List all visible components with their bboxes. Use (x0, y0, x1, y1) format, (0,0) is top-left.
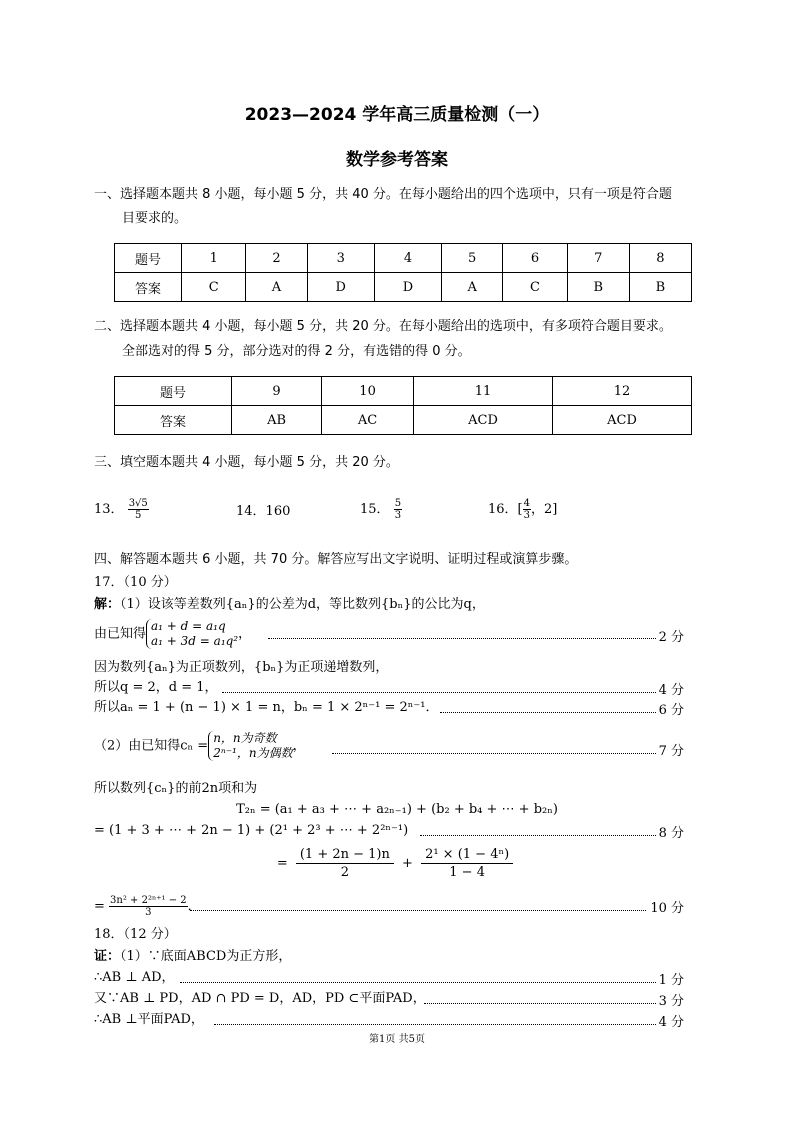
denominator: 5 (135, 510, 142, 521)
table-cell: ACD (552, 406, 691, 435)
problem17-sum-formula: = $\frac{(1 + 2n - 1)n}{2}$ + $\frac{\text{2¹ × (1 − 4ⁿ)}}{1 - 4}$ (0, 846, 794, 881)
numerator: 3n² + 2²ⁿ⁺¹ − 2 (110, 895, 187, 906)
row-label-answer: 答案 (115, 273, 182, 302)
numerator: 4 (523, 498, 530, 509)
score-points: 3 分 (656, 990, 684, 1009)
table-cell: 8 (629, 244, 691, 273)
problem18-heading: 18．（12 分） (94, 927, 177, 942)
table-cell: 10 (322, 377, 414, 406)
denominator: 3 (523, 510, 530, 521)
score-points: 4 分 (656, 1011, 684, 1030)
equation-system (146, 619, 238, 649)
numerator: (1 + 2n − 1)n (296, 846, 394, 864)
proof-label: 证： (94, 949, 121, 964)
step-text: （2）由已知得cₙ = (94, 738, 209, 754)
table-cell: 7 (567, 244, 629, 273)
page-title: 2023—2024 学年高三质量检测（一） (244, 105, 550, 125)
fraction (523, 498, 531, 521)
problem17-step1 (94, 596, 485, 614)
score-points: 6 分 (656, 699, 684, 718)
table-cell: 3 (307, 244, 374, 273)
table-cell: 1 (182, 244, 246, 273)
section1-instructions-line2: 目要求的。 (122, 211, 188, 226)
table-cell: A (442, 273, 503, 302)
step-text: （1）∵底面ABCD为正方形， (120, 949, 292, 964)
numerator: 2¹ × (1 − 4ⁿ) (421, 846, 513, 864)
problem18-step1 (94, 948, 291, 966)
answer-label: 16．[ (488, 502, 523, 517)
problem17-system: 由已知得 a₁ + d = a₁q a₁ + 3d = a₁q² ， (94, 619, 252, 648)
dot-leader (424, 1003, 684, 1004)
problem17-sum-split: = (1 + 3 + ⋯ + 2n − 1) + (2¹ + 2³ + ⋯ + 2²ⁿ⁻¹) (94, 823, 409, 838)
dot-leader (222, 692, 684, 693)
score-points: 2 分 (656, 626, 684, 645)
fraction (394, 498, 402, 521)
fraction (421, 846, 513, 881)
equation: a₁ + d = a₁q (151, 619, 226, 633)
score-points: 1 分 (656, 969, 684, 988)
table-cell: B (567, 273, 629, 302)
row-label-question: 题号 (115, 244, 182, 273)
table-cell: 5 (442, 244, 503, 273)
table-row-questions (115, 377, 692, 406)
problem17-step2: 因为数列{aₙ}为正项数列，{bₙ}为正项递增数列， (94, 660, 389, 675)
table-cell: 9 (232, 377, 322, 406)
problem17-piecewise: （2）由已知得cₙ = n，n为奇数 2ⁿ⁻¹，n为偶数 ， (94, 731, 306, 760)
score-points: 10 分 (647, 897, 684, 916)
denominator: 3 (394, 510, 402, 521)
table-cell: AC (322, 406, 414, 435)
dot-leader (332, 753, 684, 754)
answer-label: 15． (360, 502, 390, 517)
table-cell: ACD (414, 406, 553, 435)
denominator: 3 (145, 907, 152, 918)
table-cell: AB (232, 406, 322, 435)
denominator: 2 (340, 865, 350, 880)
piecewise-definition (208, 731, 292, 761)
dot-leader (420, 835, 684, 836)
table-cell: B (629, 273, 691, 302)
fill-answer-14: 14．160 (236, 504, 291, 519)
row-label-question: 题号 (115, 377, 232, 406)
problem17-sum-definition: T₂ₙ = (a₁ + a₃ + ⋯ + a₂ₙ₋₁) + (b₂ + b₄ + ⋯ + b₂ₙ) (236, 802, 558, 817)
table-cell: 2 (246, 244, 307, 273)
table-cell: C (182, 273, 246, 302)
section1-instructions-line1: 一、选择题本题共 8 小题，每小题 5 分，共 40 分。在每小题给出的四个选项中，只有一项是符合题 (94, 187, 672, 202)
section2-instructions-line2: 全部选对的得 5 分，部分选对的得 2 分，有选错的得 0 分。 (122, 344, 471, 359)
problem17-heading: 17．（10 分） (94, 575, 177, 590)
table-cell: C (503, 273, 567, 302)
dot-leader (214, 1024, 684, 1025)
section2-instructions-line1: 二、选择题本题共 4 小题，每小题 5 分，共 20 分。在每小题给出的选项中，有多项符合题目要求。 (94, 319, 672, 334)
dot-leader (190, 910, 684, 911)
table-cell: D (307, 273, 374, 302)
table-cell: 11 (414, 377, 553, 406)
table-cell: 12 (552, 377, 691, 406)
score-points: 4 分 (656, 679, 684, 698)
fill-answer-13 (94, 498, 149, 521)
table-cell: D (374, 273, 441, 302)
step-text: 由已知得 (94, 626, 147, 642)
answer-label: 13． (94, 502, 124, 517)
fraction (128, 498, 149, 521)
case: 2ⁿ⁻¹，n为偶数 (213, 746, 293, 760)
case: n，n为奇数 (213, 731, 277, 745)
step-text: （1）设该等差数列{aₙ}的公差为d，等比数列{bₙ}的公比为q， (120, 597, 485, 612)
table-row-answers (115, 406, 692, 435)
table-row-questions (115, 244, 692, 273)
table-cell: 4 (374, 244, 441, 273)
dot-leader (440, 712, 684, 713)
problem18-step4: ∴AB ⊥平面PAD， (94, 1012, 204, 1027)
score-points: 7 分 (656, 740, 684, 759)
fraction (109, 895, 188, 918)
fill-answer-16 (488, 498, 557, 521)
table-cell: A (246, 273, 307, 302)
table-row-answers (115, 273, 692, 302)
numerator: 3√5 (128, 498, 148, 509)
answer-suffix: ，2] (531, 502, 558, 517)
problem17-step4: 所以aₙ = 1 + (n − 1) × 1 = n，bₙ = 1 × 2ⁿ⁻¹ = 2ⁿ⁻¹． (94, 700, 439, 715)
fraction (296, 846, 394, 881)
denominator: 1 − 4 (449, 865, 485, 880)
section4-instructions: 四、解答题本题共 6 小题，共 70 分。解答应写出文字说明、证明过程或演算步骤。 (94, 552, 578, 567)
numerator: 5 (394, 498, 402, 509)
section2-answer-table (114, 376, 692, 435)
dot-leader (268, 638, 684, 639)
problem18-step3: 又∵AB ⊥ PD，AD ∩ PD = D，AD，PD ⊂平面PAD， (94, 991, 426, 1006)
problem17-step6: 所以数列{cₙ}的前2n项和为 (94, 781, 258, 796)
page-subtitle: 数学参考答案 (346, 150, 448, 170)
equation: a₁ + 3d = a₁q² (151, 634, 239, 648)
solution-label: 解： (94, 597, 121, 612)
dot-leader (180, 982, 684, 983)
section3-instructions: 三、填空题本题共 4 小题，每小题 5 分，共 20 分。 (94, 455, 399, 470)
problem17-step3: 所以q = 2，d = 1， (94, 680, 218, 695)
problem18-step2: ∴AB ⊥ AD， (94, 970, 175, 985)
score-points: 8 分 (656, 822, 684, 841)
row-label-answer: 答案 (115, 406, 232, 435)
section1-answer-table (114, 243, 692, 302)
page-footer: 第1页 共5页 (369, 1034, 425, 1045)
fill-answer-15 (360, 498, 402, 521)
table-cell: 6 (503, 244, 567, 273)
problem17-result: = $\frac{\text{3n² + 2²ⁿ⁺¹ − 2}}{3}$ ． (94, 895, 201, 918)
